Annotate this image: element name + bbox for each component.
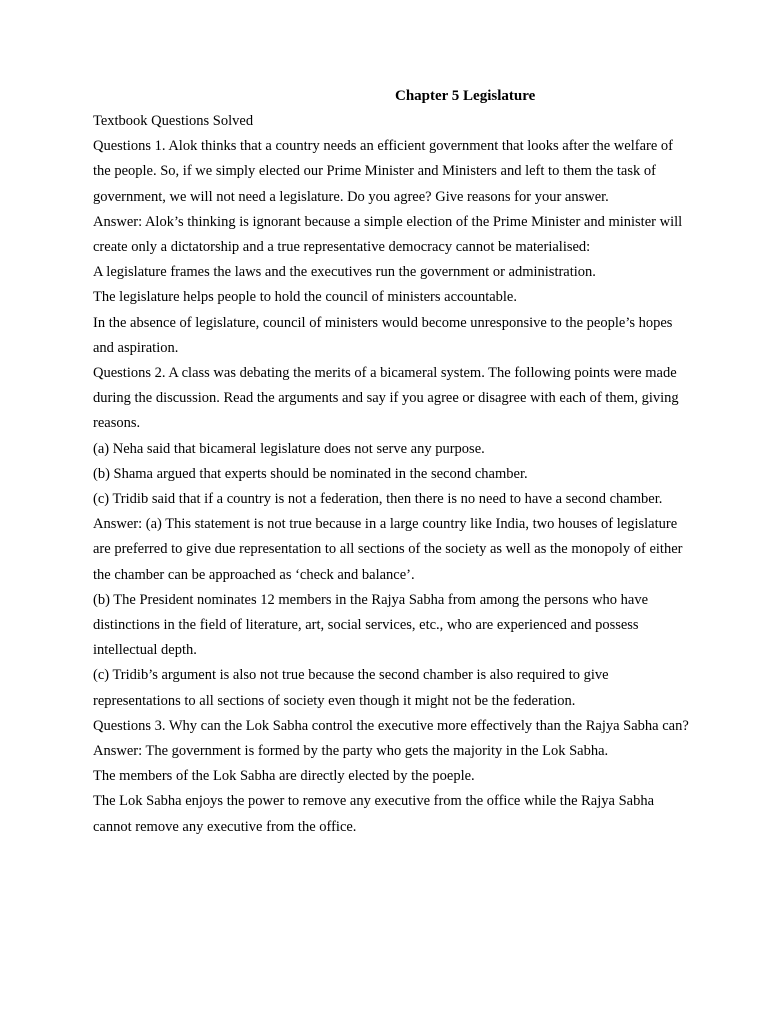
answer-2-c: (c) Tridib’s argument is also not true because the second chamber is also required to give representations to all sections of society even though it might not be the federation. (93, 667, 609, 709)
answer-1-point-3: In the absence of legislature, council of ministers would become unresponsive to the people’s hopes and aspiration. (93, 314, 673, 356)
question-2-point-c: (c) Tridib said that if a country is not a federation, then there is no need to have a second chamber. (93, 491, 663, 508)
question-1: Questions 1. Alok thinks that a country needs an efficient government that looks after the welfare of the people. So, if we simply elected our Prime Minister and Ministers and left to them the task of government, we will not need a legislature. Do you agree? Give reasons for your answer. (93, 138, 673, 205)
question-3: Questions 3. Why can the Lok Sabha control the executive more effectively than the Rajya Sabha can? (93, 717, 689, 734)
answer-2-a: Answer: (a) This statement is not true because in a large country like India, two houses of legislature are preferred to give due representation to all sections of the society as well as the monopoly of either the chamber can be approached as ‘check and balance’. (93, 516, 683, 583)
answer-2-b: (b) The President nominates 12 members in the Rajya Sabha from among the persons who have distinctions in the field of literature, art, social services, etc., who are experienced and possess intellectual depth. (93, 591, 649, 659)
question-2: Questions 2. A class was debating the merits of a bicameral system. The following points were made during the discussion. Read the arguments and say if you agree or disagree with each of them, giving reasons. (93, 365, 679, 432)
answer-3-point-1: The members of the Lok Sabha are directly elected by the poeple. (93, 768, 475, 785)
question-2-point-b: (b) Shama argued that experts should be nominated in the second chamber. (93, 465, 528, 482)
answer-1: Answer: Alok’s thinking is ignorant because a simple election of the Prime Minister and minister will create only a dictatorship and a true representative democracy cannot be materialised: (93, 213, 683, 256)
answer-1-point-1: A legislature frames the laws and the executives run the government or administration. (93, 264, 596, 281)
document-body (93, 109, 693, 840)
answer-3-point-2: The Lok Sabha enjoys the power to remove any executive from the office while the Rajya Sabha cannot remove any executive from the office. (93, 793, 655, 835)
answer-1-point-2: The legislature helps people to hold the council of ministers accountable. (93, 289, 517, 306)
question-2-point-a: (a) Neha said that bicameral legislature does not serve any purpose. (93, 440, 485, 457)
section-heading: Textbook Questions Solved (93, 113, 254, 129)
answer-3: Answer: The government is formed by the party who gets the majority in the Lok Sabha. (93, 743, 609, 760)
page-title: Chapter 5 Legislature (395, 88, 536, 104)
